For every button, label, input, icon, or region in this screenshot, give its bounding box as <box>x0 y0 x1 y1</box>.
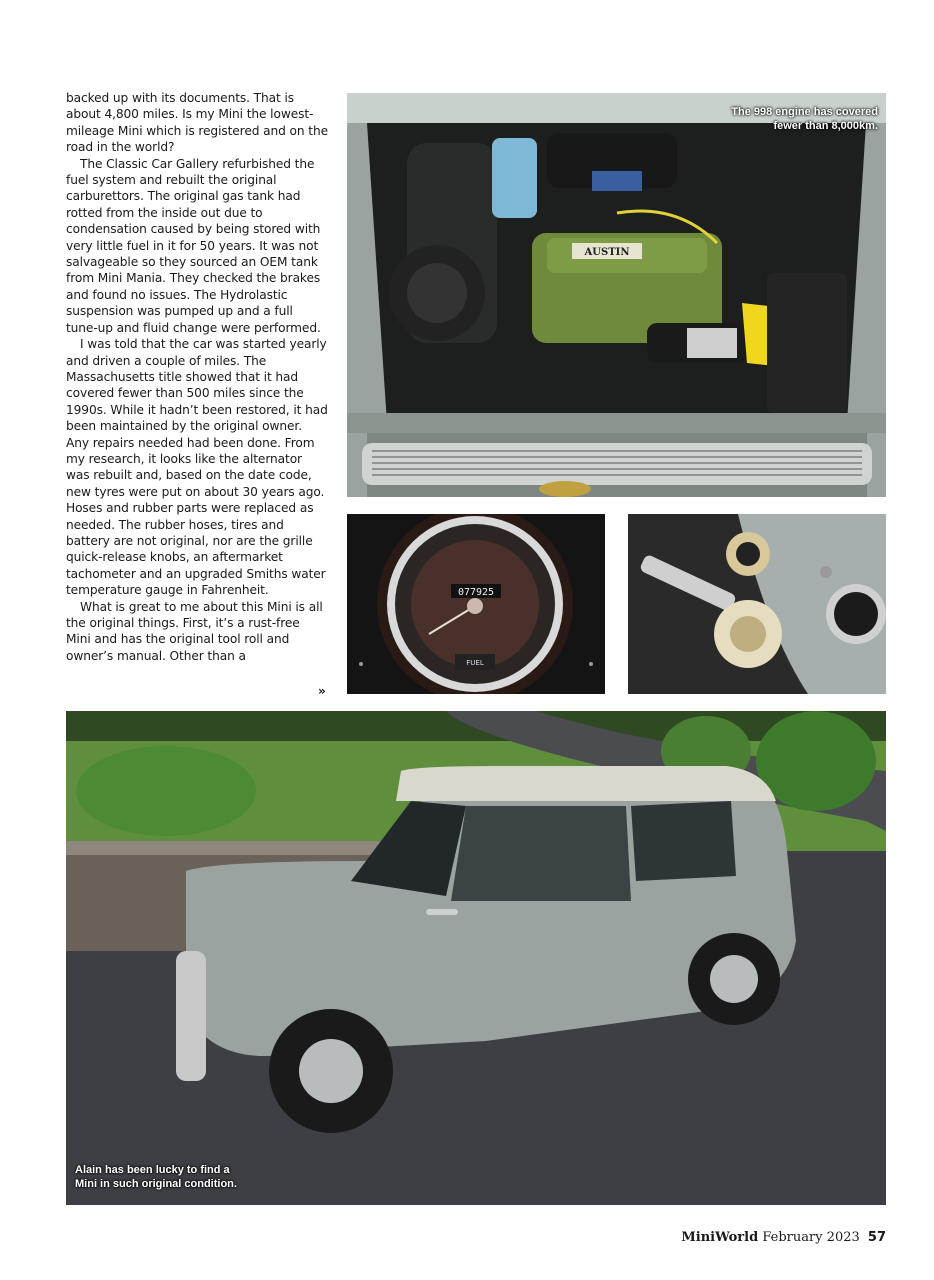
fuel-gauge-label: FUEL <box>466 659 484 667</box>
engine-caption-line: The 998 engine has covered <box>731 106 878 118</box>
car-caption-line: Mini in such original condition. <box>75 1178 237 1190</box>
page-footer <box>681 1230 886 1245</box>
engine-photo <box>347 93 886 497</box>
car-caption-line: Alain has been lucky to find a <box>75 1164 230 1176</box>
ignition-photo <box>628 514 886 694</box>
speedometer-photo <box>347 514 605 694</box>
article-body <box>66 90 328 664</box>
car-photo <box>66 711 886 1205</box>
magazine-name: MiniWorld <box>681 1230 759 1245</box>
engine-caption-line: fewer than 8,000km. <box>773 120 878 132</box>
odometer-readout: 077925 <box>457 587 495 598</box>
article-paragraph: I was told that the car was started yearly and driven a couple of miles. The Massachusetts title showed that it had covered fewer than 500 miles since the 1990s. While it hadn’t been restored, it had been maintained by the original owner. Any repairs needed had been done. From my research, it looks like the alternator was rebuilt and, based on the date code, new tyres were put on about 30 years ago. Hoses and rubber parts were replaced as needed. The rubber hoses, tires and battery are not original, nor are the grille quick-release knobs, an aftermarket tachometer and an upgraded Smiths water temperature gauge in Fahrenheit. <box>66 337 328 598</box>
issue-date: February 2023 <box>762 1230 860 1245</box>
engine-badge-text: AUSTIN <box>584 247 630 258</box>
page-number: 57 <box>867 1230 886 1245</box>
article-paragraph: What is great to me about this Mini is all the original things. First, it’s a rust-free Mini and has the original tool roll and owner’s manual. Other than a <box>66 599 323 663</box>
continue-mark: » <box>318 684 326 698</box>
article-paragraph: The Classic Car Gallery refurbished the fuel system and rebuilt the original carburettors. The original gas tank had rotted from the inside out due to condensation caused by being stored with very little fuel in it for 50 years. It was not salvageable so they sourced an OEM tank from Mini Mania. They checked the brakes and found no issues. The Hydrolastic suspension was pumped up and a full tune-up and fluid change were performed. <box>66 156 321 335</box>
article-paragraph: backed up with its documents. That is about 4,800 miles. Is my Mini the lowest-mileage Mini which is registered and on the road in the world? <box>66 91 328 155</box>
engine-caption <box>731 105 878 133</box>
car-caption <box>75 1163 237 1191</box>
